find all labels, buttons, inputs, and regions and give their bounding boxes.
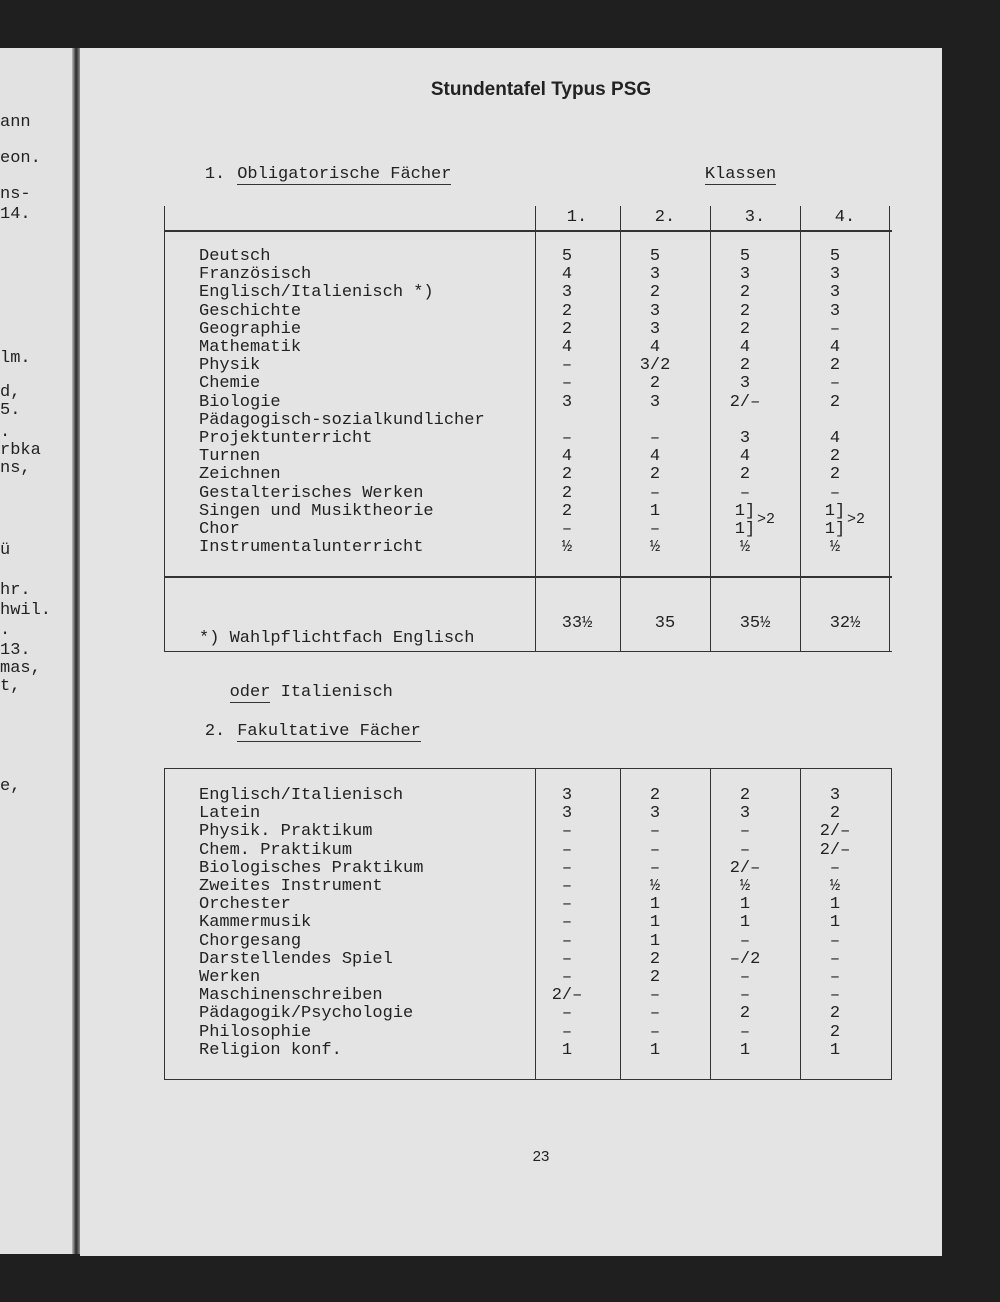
table-row: [165, 896, 891, 914]
hours-class-4: ½: [829, 877, 841, 896]
left-page-text: 14.: [0, 205, 31, 224]
hours-class-1: –: [561, 858, 573, 878]
hours-class-3: 1]: [734, 501, 756, 521]
hours-class-3: 4: [739, 338, 751, 357]
hours-class-4: –: [829, 931, 841, 951]
hours-class-1: 2/–: [551, 986, 583, 1006]
hours-class-1: 2: [561, 483, 573, 503]
hours-class-2: 3/2: [639, 356, 671, 376]
hours-class-2: ½: [649, 538, 661, 558]
table-row: [165, 969, 891, 987]
table-row: [165, 539, 892, 557]
hours-class-2: 4: [649, 338, 661, 357]
left-page-text: ann: [0, 113, 31, 132]
hours-class-1: –: [561, 840, 573, 860]
hours-class-3: 5: [739, 247, 751, 266]
table-row: [165, 933, 891, 951]
table-row: [165, 266, 892, 284]
hours-class-3: –: [739, 822, 751, 842]
table-row: [165, 466, 892, 484]
left-page-text: mas,: [0, 659, 41, 678]
subject-name: Biologie: [199, 392, 281, 412]
subject-name: Geschichte: [199, 301, 302, 321]
hours-class-3: 2: [739, 1004, 751, 1024]
brace-label-4: >2: [847, 511, 866, 528]
column-header-3: 3.: [744, 208, 766, 227]
section2-number: 2.: [204, 722, 226, 741]
hours-class-1: –: [561, 1004, 573, 1024]
hours-class-3: 2: [739, 786, 751, 805]
subject-name: Projektunterricht: [199, 429, 373, 448]
hours-class-2: 3: [649, 392, 661, 412]
subject-name: Werken: [199, 968, 261, 987]
left-page-text: d,: [0, 383, 21, 402]
hours-class-4: –: [829, 986, 841, 1006]
hours-class-1: 3: [561, 786, 573, 805]
total-class-3: 35½: [739, 614, 771, 633]
table-row: [165, 878, 891, 896]
hours-class-4: –: [829, 483, 841, 503]
table-row: [165, 357, 892, 375]
left-page-fragment: [0, 48, 78, 1254]
table-row: [165, 823, 891, 841]
page-title: Stundentafel Typus PSG: [430, 79, 652, 100]
subject-name: Pädagogik/Psychologie: [199, 1004, 414, 1024]
hours-class-3: –: [739, 931, 751, 951]
hours-class-4: 3: [829, 301, 841, 321]
left-page-text: 5.: [0, 401, 21, 420]
subject-name: Philosophie: [199, 1022, 312, 1042]
hours-class-4: 2/–: [819, 840, 851, 860]
hours-class-3: –: [739, 840, 751, 860]
table-row: [165, 375, 892, 393]
hours-class-4: –: [829, 319, 841, 339]
subject-name: Mathematik: [199, 338, 302, 357]
hours-class-4: 2: [829, 465, 841, 485]
table-row: [165, 448, 892, 466]
hours-class-3: –: [739, 968, 751, 987]
left-page-text: .: [0, 423, 11, 442]
subject-name: Singen und Musiktheorie: [199, 501, 434, 521]
left-page-text: ns-: [0, 185, 31, 204]
hours-class-3: –: [739, 986, 751, 1006]
hours-class-2: 2: [649, 283, 661, 303]
hours-class-1: 3: [561, 804, 573, 824]
hours-class-4: 3: [829, 265, 841, 285]
hours-class-3: 2/–: [729, 858, 761, 878]
table-row: [165, 521, 892, 539]
hours-class-2: 2: [649, 374, 661, 394]
hours-class-3: 1: [739, 1040, 751, 1060]
left-page-text: rbka: [0, 441, 41, 460]
hours-class-3: 2/–: [729, 392, 761, 412]
brace-label-3: >2: [757, 511, 776, 528]
footnote-line-2: oder Italienisch: [229, 683, 393, 702]
section1-heading: [164, 146, 451, 203]
hours-class-3: 2: [739, 465, 751, 485]
subject-name: Physik: [199, 356, 261, 376]
table-row: [165, 842, 891, 860]
subject-name: Orchester: [199, 895, 291, 915]
table-row: [165, 412, 892, 430]
klassen-label: Klassen: [704, 165, 777, 184]
total-class-4: 32½: [829, 614, 861, 633]
subject-name: Latein: [199, 804, 261, 824]
hours-class-3: –/2: [729, 949, 761, 969]
hours-class-3: 3: [739, 374, 751, 394]
footnote-line-1: *) Wahlpflichtfach Englisch: [199, 629, 475, 648]
hours-class-3: 2: [739, 283, 751, 303]
hours-class-4: 1: [829, 1040, 841, 1060]
page-number: 23: [532, 1148, 550, 1165]
hours-class-4: 2: [829, 1004, 841, 1024]
hours-class-2: 5: [649, 247, 661, 266]
hours-class-3: ½: [739, 538, 751, 558]
table-row: [165, 1024, 891, 1042]
table-row: [165, 1005, 891, 1023]
hours-class-2: –: [649, 520, 661, 539]
table-row: [165, 987, 891, 1005]
hours-class-4: 3: [829, 283, 841, 303]
hours-class-4: 2: [829, 804, 841, 824]
hours-class-2: 2: [649, 968, 661, 987]
hours-class-4: 2: [829, 447, 841, 467]
hours-class-1: 2: [561, 319, 573, 339]
hours-class-1: –: [561, 913, 573, 933]
hours-class-1: 4: [561, 265, 573, 285]
hours-class-2: 1: [649, 1040, 661, 1060]
hours-class-3: –: [739, 483, 751, 503]
subject-name: Deutsch: [199, 247, 271, 266]
hours-class-4: 4: [829, 429, 841, 448]
subject-name: Kammermusik: [199, 913, 312, 933]
hours-class-4: 2: [829, 1022, 841, 1042]
subject-name: Physik. Praktikum: [199, 822, 373, 842]
hours-class-3: 1]: [734, 520, 756, 539]
hours-class-2: 2: [649, 949, 661, 969]
table-row: [165, 503, 892, 521]
hours-class-1: 3: [561, 283, 573, 303]
subject-name: Chor: [199, 520, 240, 539]
subject-name: Französisch: [199, 265, 312, 285]
hours-class-4: –: [829, 968, 841, 987]
hours-class-1: –: [561, 931, 573, 951]
table-row: [165, 914, 891, 932]
hours-class-2: –: [649, 429, 661, 448]
hours-class-2: 1: [649, 931, 661, 951]
hours-class-4: 2: [829, 392, 841, 412]
table-row: [165, 394, 892, 412]
table-row: [165, 339, 892, 357]
hours-class-2: 1: [649, 501, 661, 521]
hours-class-3: 3: [739, 804, 751, 824]
subject-name: Turnen: [199, 447, 261, 467]
subject-name: Biologisches Praktikum: [199, 858, 424, 878]
hours-class-2: –: [649, 858, 661, 878]
table-row: [165, 1042, 891, 1060]
hours-class-4: 3: [829, 786, 841, 805]
hours-class-2: –: [649, 822, 661, 842]
left-page-text: eon.: [0, 149, 41, 168]
subject-name: Pädagogisch-sozialkundlicher: [199, 410, 485, 430]
table-row: [165, 248, 892, 266]
hours-class-1: –: [561, 356, 573, 376]
total-class-2: 35: [654, 614, 676, 633]
table-row: [165, 321, 892, 339]
table-row: [165, 805, 891, 823]
left-page-text: .: [0, 621, 11, 640]
section2-title: Fakultative Fächer: [237, 722, 421, 741]
subject-name: Gestalterisches Werken: [199, 483, 424, 503]
hours-class-2: –: [649, 1004, 661, 1024]
subject-name: Geographie: [199, 319, 302, 339]
table-row: [165, 284, 892, 302]
hours-class-4: 1: [829, 895, 841, 915]
subject-name: Darstellendes Spiel: [199, 949, 393, 969]
hours-class-3: 3: [739, 265, 751, 285]
hours-class-2: –: [649, 986, 661, 1006]
left-page-text: lm.: [0, 349, 31, 368]
table-row: [165, 303, 892, 321]
hours-class-2: 3: [649, 265, 661, 285]
section1-number: 1.: [204, 165, 226, 184]
hours-class-2: ½: [649, 877, 661, 896]
table-row: [165, 951, 891, 969]
subject-name: Chorgesang: [199, 931, 302, 951]
hours-class-1: –: [561, 877, 573, 896]
hours-class-2: 3: [649, 301, 661, 321]
hours-class-2: 2: [649, 465, 661, 485]
hours-class-2: 2: [649, 786, 661, 805]
left-page-text: ü: [0, 541, 11, 560]
subject-name: Englisch/Italienisch: [199, 786, 404, 805]
subject-name: Zweites Instrument: [199, 877, 383, 896]
hours-class-1: 2: [561, 301, 573, 321]
hours-class-1: 2: [561, 465, 573, 485]
hours-class-4: 1: [829, 913, 841, 933]
subject-name: Chemie: [199, 374, 261, 394]
left-page-text: hwil.: [0, 601, 52, 620]
table-row: [165, 787, 891, 805]
hours-class-2: 1: [649, 895, 661, 915]
hours-class-1: –: [561, 1022, 573, 1042]
left-page-text: e,: [0, 777, 21, 796]
obligatory-table: [164, 206, 892, 702]
hours-class-4: –: [829, 374, 841, 394]
subject-name: Religion konf.: [199, 1040, 342, 1060]
hours-class-4: 4: [829, 338, 841, 357]
table-row: [165, 860, 891, 878]
column-header-4: 4.: [834, 208, 856, 227]
hours-class-2: 4: [649, 447, 661, 467]
hours-class-1: ½: [561, 538, 573, 558]
total-class-1: 33½: [561, 614, 593, 633]
document-page: [80, 48, 942, 1256]
subject-name: Chem. Praktikum: [199, 840, 353, 860]
column-header-1: 1.: [566, 208, 588, 227]
hours-class-1: –: [561, 520, 573, 539]
hours-class-3: –: [739, 1022, 751, 1042]
hours-class-1: –: [561, 895, 573, 915]
hours-class-2: 3: [649, 804, 661, 824]
hours-class-3: 2: [739, 319, 751, 339]
hours-class-4: 2: [829, 356, 841, 376]
hours-class-2: –: [649, 483, 661, 503]
hours-class-4: 2/–: [819, 822, 851, 842]
hours-class-1: 2: [561, 501, 573, 521]
hours-class-3: 3: [739, 429, 751, 448]
hours-class-3: ½: [739, 877, 751, 896]
section1-title: Obligatorische Fächer: [237, 165, 452, 184]
table-row: [165, 430, 892, 448]
hours-class-2: 3: [649, 319, 661, 339]
hours-class-4: 5: [829, 247, 841, 266]
left-page-text: 13.: [0, 641, 31, 660]
subject-name: Instrumentalunterricht: [199, 538, 424, 558]
hours-class-1: 3: [561, 392, 573, 412]
hours-class-3: 1: [739, 895, 751, 915]
hours-class-1: –: [561, 822, 573, 842]
left-page-text: ns,: [0, 459, 31, 478]
hours-class-3: 2: [739, 356, 751, 376]
hours-class-4: –: [829, 858, 841, 878]
left-page-text: hr.: [0, 581, 31, 600]
hours-class-1: 1: [561, 1040, 573, 1060]
subject-name: Zeichnen: [199, 465, 281, 485]
hours-class-3: 2: [739, 301, 751, 321]
table-row: [165, 485, 892, 503]
optional-table: [164, 768, 892, 1080]
hours-class-3: 4: [739, 447, 751, 467]
hours-class-1: 5: [561, 247, 573, 266]
hours-class-1: –: [561, 429, 573, 448]
hours-class-4: 1]: [824, 520, 846, 539]
hours-class-4: 1]: [824, 501, 846, 521]
hours-class-1: 4: [561, 338, 573, 357]
subject-name: Englisch/Italienisch *): [199, 283, 434, 303]
hours-class-2: –: [649, 840, 661, 860]
hours-class-4: –: [829, 949, 841, 969]
hours-class-1: –: [561, 949, 573, 969]
subject-name: Maschinenschreiben: [199, 986, 383, 1006]
hours-class-3: 1: [739, 913, 751, 933]
left-page-text: t,: [0, 677, 21, 696]
hours-class-2: 1: [649, 913, 661, 933]
hours-class-1: –: [561, 374, 573, 394]
hours-class-1: 4: [561, 447, 573, 467]
hours-class-2: –: [649, 1022, 661, 1042]
column-header-2: 2.: [654, 208, 676, 227]
hours-class-4: ½: [829, 538, 841, 558]
section2-heading: [164, 703, 421, 760]
hours-class-1: –: [561, 968, 573, 987]
